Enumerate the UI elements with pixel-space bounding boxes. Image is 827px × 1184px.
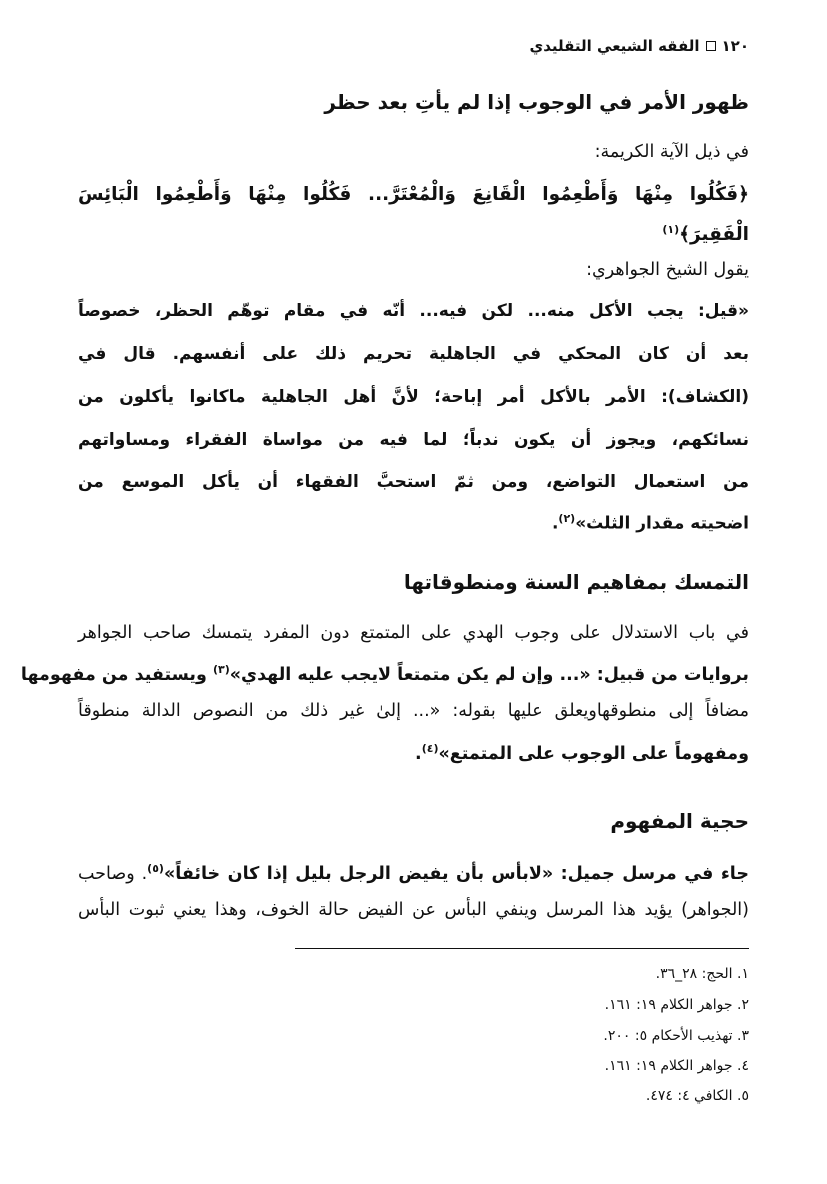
- book-title: الفقه الشيعي التقليدي: [529, 37, 700, 55]
- footnote-ref[interactable]: (٥): [147, 862, 164, 875]
- footnote: ٥. الكافي ٤: ٤٧٤.: [645, 1088, 749, 1104]
- body-line: بروايات من قبيل: «... وإن لم يكن متمتعاً لايجب عليه الهدي»$^{(٣)}$ ويستفيد من مفهومها: [20, 663, 749, 685]
- footnote: ١. الحج: ٢٨_٣٦.: [655, 966, 749, 982]
- quote-line: نسائكهم، ويجوز أن يكون ندباً؛ لما فيه من مواساة الفقراء ومساواتهم: [78, 430, 749, 450]
- footnote: ٣. تهذيب الأحكام ٥: ٢٠٠.: [603, 1028, 749, 1044]
- section-heading: التمسك بمفاهيم السنة ومنطوقاتها: [403, 570, 749, 594]
- footnote: ٢. جواهر الكلام ١٩: ١٦١.: [604, 997, 749, 1013]
- section-heading: حجية المفهوم: [610, 809, 749, 833]
- body-line: في باب الاستدلال على وجوب الهدي على المتمتع دون المفرد يتمسك صاحب الجواهر: [78, 623, 749, 643]
- page-number: ١٢٠: [721, 37, 749, 55]
- body-line: مضافاً إلى منطوقهاويعلق عليها بقوله: «... إلىٰ غير ذلك من النصوص الدالة منطوقاً: [78, 701, 749, 721]
- quran-verse-line: الْفَقِيرَ﴾$^{(١)}$: [662, 223, 749, 246]
- footnote-divider: [295, 948, 749, 949]
- quote-line: اضحيته مقدار الثلث»$^{(٢)}$.: [551, 512, 749, 534]
- footnote-ref[interactable]: (١): [662, 223, 680, 236]
- footnote-ref[interactable]: (٢): [558, 512, 576, 525]
- footnote: ٤. جواهر الكلام ١٩: ١٦١.: [604, 1058, 749, 1074]
- intro-line: في ذيل الآية الكريمة:: [594, 142, 749, 162]
- footnote-ref[interactable]: (٤): [421, 742, 439, 755]
- quote-line: من استعمال التواضع، ومن ثمّ استحبَّ الفقهاء أن يأكل الموسع من: [78, 472, 749, 492]
- quote-line: (الكشاف): الأمر بالأكل أمر إباحة؛ لأنَّ أهل الجاهلية ماكانوا يأكلون من: [78, 387, 749, 407]
- running-head: [529, 34, 749, 58]
- body-line: ومفهوماً على الوجوب على المتمتع»$^{(٤)}$.: [415, 742, 749, 764]
- quote-line: «قيل: يجب الأكل منه... لكن فيه... أنّه في مقام توهّم الحظر، خصوصاً: [78, 301, 749, 321]
- quran-verse-line: ﴿فَكُلُوا مِنْهَا وَأَطْعِمُوا الْقَانِعَ وَالْمُعْتَرَّ... فَكُلُوا مِنْهَا وَأَطْعِمُوا الْبَائِسَ: [78, 184, 749, 205]
- footnote-ref[interactable]: (٣): [212, 663, 230, 676]
- speaker-line: يقول الشيخ الجواهري:: [586, 260, 749, 280]
- body-line: (الجواهر) يؤيد هذا المرسل وينفي البأس عن الفيض حالة الخوف، وهذا يعني ثبوت البأس: [78, 900, 749, 920]
- separator-box-icon: [706, 41, 716, 51]
- section-heading: ظهور الأمر في الوجوب إذا لم يأتِ بعد حظر: [324, 90, 749, 114]
- quote-line: بعد أن كان المحكي في الجاهلية تحريم ذلك على أنفسهم. قال في: [78, 344, 749, 364]
- body-line: جاء في مرسل جميل: «لابأس بأن يفيض الرجل بليل إذا كان خائفاً»$^{(٥)}$. وصاحب: [78, 862, 749, 884]
